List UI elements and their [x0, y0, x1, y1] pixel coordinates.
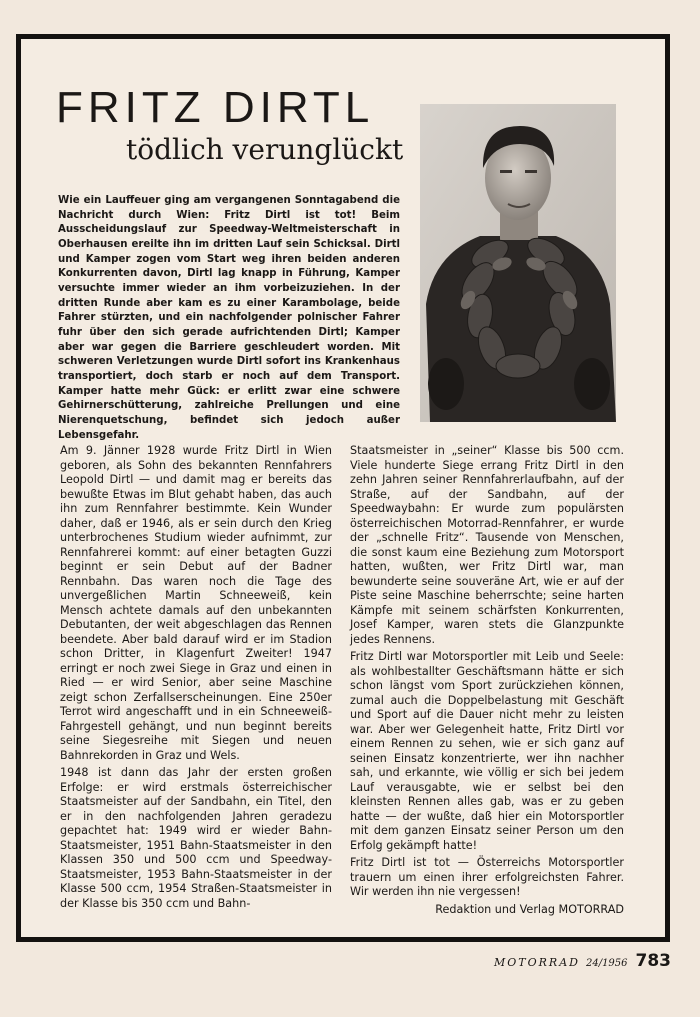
body-paragraph: Staatsmeister in „seiner“ Klasse bis 500 ccm. Viele hunderte Siege errang Fritz Dirtl in den zehn Jahren seiner Rennfahrerlaufbahn, auf der Straße, auf der Sandbahn, auf der Speedwaybahn: Er wurde zum populärsten österreichischen Motorrad-Rennfahrer, er wurde der „schnelle Fritz“. Tausende von Menschen, die sonst kaum eine Beziehung zum Motorsport hatten, wußten, wer Fritz Dirtl war, man bewunderte seine souveräne Art, wie er auf der Piste seine Maschine beherrschte; seine harten Kämpfe mit seinem schärfsten Konkurrenten, Josef Kamper, waren stets die Glanzpunkte jedes Rennens. [350, 444, 624, 646]
page-number: 783 [635, 951, 672, 971]
page-footer [494, 953, 671, 970]
body-paragraph: Fritz Dirtl ist tot — Österreichs Motorsportler trauern um einen ihrer erfolgreichsten Fahrer. Wir werden ihn nie vergessen! [350, 856, 624, 898]
article-title: FRITZ DIRTL [56, 83, 375, 132]
body-paragraph: Am 9. Jänner 1928 wurde Fritz Dirtl in Wien geboren, als Sohn des bekannten Rennfahrers Leopold Dirtl — und damit mag er bereits das bewußte Etwas im Blut gehabt haben, das auch ihn zum Rennfahrer bestimmte. Kein Wunder daher, daß er 1946, als er sein durch den Krieg unterbrochenes Studium wieder aufnimmt, zur Rennfahrerei kommt: auf einer betagten Guzzi beginnt er sein Debut auf der Badner Rennbahn. Das waren noch die Tage des unvergeßlichen Martin Schneeweiß, kein Mensch achtete damals auf den unbekannten Debutanten, der weit abgeschlagen das Rennen beendete. Aber bald darauf wird er im Stadion schon Dritter, in Klagenfurt Zweiter! 1947 erringt er noch zwei Siege in Graz und einen in Ried — er wird Senior, aber seine Maschine zeigt schon Zerfallserscheinungen. Eine 250er Terrot wird angeschafft und in ein Schneeweiß-Fahrgestell gehängt, und nun beginnt bereits seine Siegesreihe mit Siegen und neuen Bahnrekorden in Graz und Wels. [60, 444, 332, 762]
signature: Redaktion und Verlag MOTORRAD [435, 902, 624, 916]
body-paragraph: 1948 ist dann das Jahr der ersten großen Erfolge: er wird erstmals österreichischer Staatsmeister auf der Sandbahn, ein Titel, den er in den nachfolgenden Jahren geradezu gepachtet hat: 1949 wird er wieder Bahn-Staatsmeister, 1951 Bahn-Staatsmeister in den Klassen 350 und 500 ccm und Speedway-Staatsmeister, 1953 Bahn-Staatsmeister in der Klasse 500 ccm, 1954 Straßen-Staatsmeister in der Klasse bis 350 ccm und Bahn- [60, 766, 332, 910]
article-subtitle: tödlich verunglückt [126, 133, 404, 166]
body-paragraph: Fritz Dirtl war Motorsportler mit Leib und Seele: als wohlbestallter Geschäftsmann hätte er sich schon längst vom Sport zurückziehen können, zumal auch die Doppelbelastung mit Geschäft und Sport auf die Dauer nicht mehr zu leisten war. Aber wer Gelegenheit hatte, Fritz Dirtl vor einem Rennen zu sehen, wie er sich ganz auf seinen Einsatz konzentrierte, wer ihn nachher sah, und erkannte, wie völlig er sich bei jedem Lauf verausgabte, wie er selbst bei den kleinsten Rennen alles gab, was er zu geben hatte — der wußte, daß hier ein Motorsportler mit dem ganzen Einsatz seiner Person um den Erfolg gekämpft hatte! [350, 650, 624, 852]
left-column [60, 444, 332, 914]
right-column [350, 444, 624, 920]
issue-number: 24/1956 [585, 958, 628, 969]
article-lead: Wie ein Lauffeuer ging am vergangenen Sonntagabend die Nachricht durch Wien: Fritz Dirtl ist tot! Beim Ausscheidungslauf zur Speedway-Weltmeisterschaft in Oberhausen ereilte ihn im dritten Lauf sein Schicksal. Dirtl und Kamper zogen vom Start weg ihren beiden anderen Konkurrenten davon, Dirtl lag knapp in Führung, Kamper versuchte immer wieder an ihm vorbeizuziehen. In der dritten Runde aber kam es zu einer Karambolage, beide Fahrer stürzten, und ein nachfolgender polnischer Fahrer fuhr über den sich gerade aufrichtenden Dirtl; Kamper aber war gegen die Barriere geschleudert worden. Mit schweren Verletzungen wurde Dirtl sofort ins Krankenhaus transportiert, doch starb er noch auf dem Transport. Kamper hatte mehr Gück: er erlitt zwar eine schwere Gehirnerschütterung, zahlreiche Prellungen und eine Nierenquetschung, befindet sich jedoch außer Lebensgefahr. [58, 195, 400, 441]
portrait-photo [420, 104, 616, 422]
magazine-name: MOTORRAD [494, 956, 580, 969]
